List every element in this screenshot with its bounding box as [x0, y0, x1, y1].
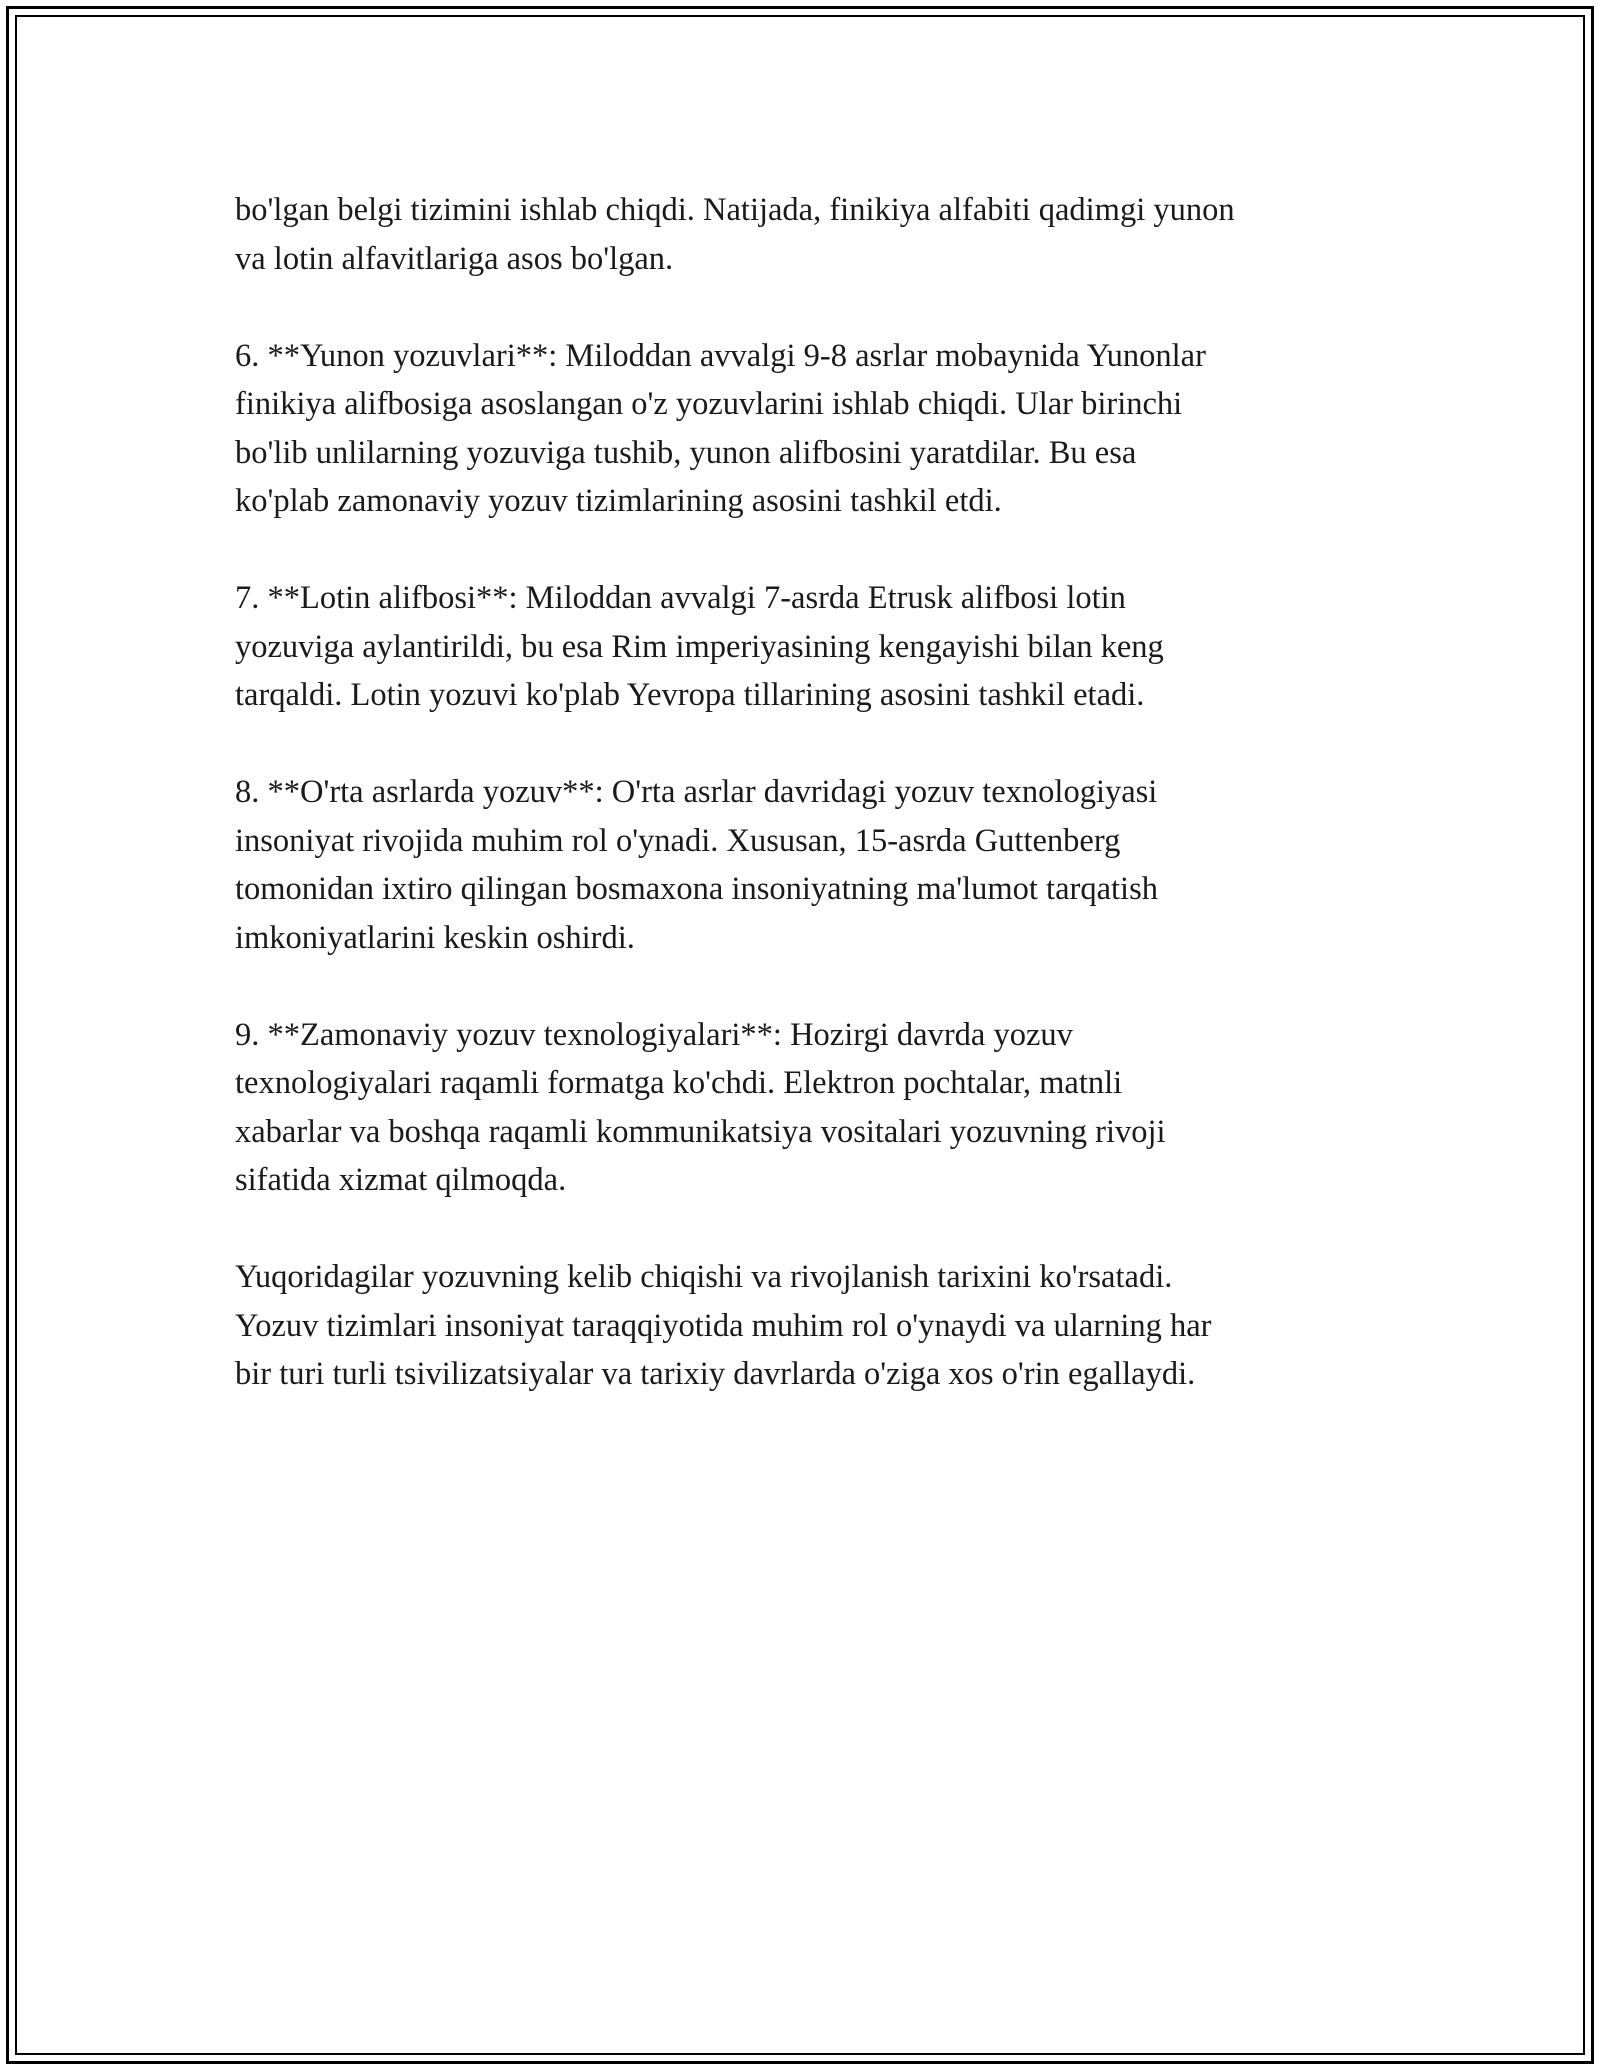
text-line: tarqaldi. Lotin yozuvi ko'plab Yevropa tillarining asosini tashkil etadi. — [235, 677, 1145, 713]
text-line: xabarlar va boshqa raqamli kommunikatsiya vositalari yozuvning rivoji — [235, 1113, 1166, 1150]
document-body — [235, 186, 1395, 1399]
text-line: yozuviga aylantirildi, bu esa Rim imperiyasining kengayishi bilan keng — [235, 628, 1164, 665]
text-line: Yuqoridagilar yozuvning kelib chiqishi va rivojlanish tarixini ko'rsatadi. — [235, 1259, 1173, 1295]
paragraph-zamonaviy-yozuv — [235, 1011, 1395, 1205]
text-line: insoniyat rivojida muhim rol o'ynadi. Xususan, 15-asrda Guttenberg — [235, 822, 1121, 859]
text-line: 6. **Yunon yozuvlari**: Miloddan avvalgi 9-8 asrlar mobaynida Yunonlar — [235, 337, 1206, 374]
text-line: tomonidan ixtiro qilingan bosmaxona insoniyatning ma'lumot tarqatish — [235, 871, 1158, 907]
paragraph-conclusion — [235, 1253, 1395, 1399]
text-line: bir turi turli tsivilizatsiyalar va tarixiy davrlarda o'ziga xos o'rin egallaydi. — [235, 1356, 1196, 1392]
paragraph-orta-asrlarda-yozuv — [235, 768, 1395, 962]
text-line: sifatida xizmat qilmoqda. — [235, 1162, 567, 1198]
text-line: ko'plab zamonaviy yozuv tizimlarining asosini tashkil etdi. — [235, 483, 1002, 519]
text-line: texnologiyalari raqamli formatga ko'chdi. Elektron pochtalar, matnli — [235, 1065, 1123, 1101]
text-line: 7. **Lotin alifbosi**: Miloddan avvalgi 7-asrda Etrusk alifbosi lotin — [235, 580, 1126, 616]
text-line: finikiya alifbosiga asoslangan o'z yozuvlarini ishlab chiqdi. Ular birinchi — [235, 386, 1183, 422]
paragraph-lotin-alifbosi — [235, 574, 1395, 720]
text-line: 9. **Zamonaviy yozuv texnologiyalari**: Hozirgi davrda yozuv — [235, 1016, 1073, 1053]
text-line: va lotin alfavitlariga asos bo'lgan. — [235, 240, 674, 277]
text-line: 8. **O'rta asrlarda yozuv**: O'rta asrlar davridagi yozuv texnologiyasi — [235, 774, 1158, 810]
text-line: imkoniyatlarini keskin oshirdi. — [235, 919, 635, 956]
paragraph-continuation — [235, 186, 1395, 283]
paragraph-yunon-yozuvlari — [235, 332, 1395, 526]
text-line: Yozuv tizimlari insoniyat taraqqiyotida muhim rol o'ynaydi va ularning har — [235, 1307, 1212, 1344]
text-line: bo'lib unlilarning yozuviga tushib, yunon alifbosini yaratdilar. Bu esa — [235, 434, 1137, 471]
text-line: bo'lgan belgi tizimini ishlab chiqdi. Natijada, finikiya alfabiti qadimgi yunon — [235, 192, 1235, 228]
